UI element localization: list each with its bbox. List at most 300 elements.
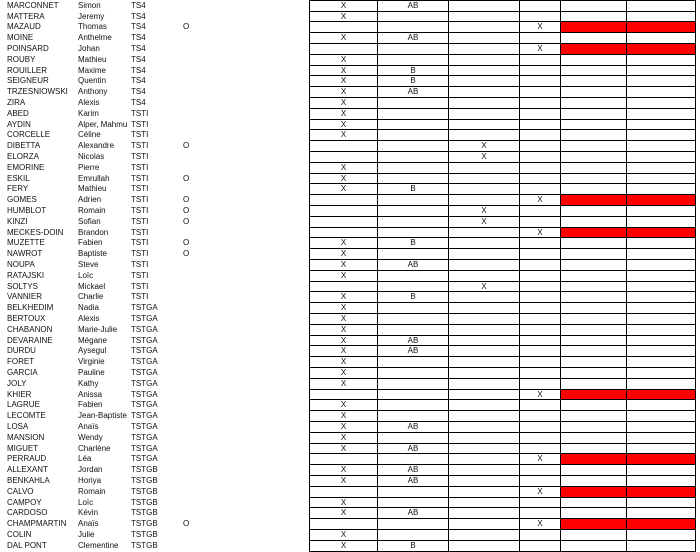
student-first-name: Thomas	[78, 22, 107, 32]
grid-cell-flag	[561, 195, 627, 206]
grid-cell-flag	[627, 465, 696, 476]
student-last-name: CAMPOY	[7, 497, 42, 507]
grid-cell-c1	[309, 487, 378, 498]
student-class: TSTGA	[131, 335, 158, 345]
grid-cell-flag	[627, 22, 696, 33]
student-row	[0, 130, 200, 141]
grid-cell-flag	[627, 44, 696, 55]
student-last-name: VANNIER	[7, 292, 42, 302]
student-class: TSTGB	[131, 540, 158, 550]
grid-cell-flag	[627, 346, 696, 357]
grid-cell-flag	[627, 498, 696, 509]
grid-cell-c1: X	[309, 120, 378, 131]
student-last-name: DEVARAINE	[7, 335, 53, 345]
student-class: TSTGB	[131, 486, 158, 496]
student-last-name: NAWROT	[7, 249, 43, 259]
student-first-name: Virginie	[78, 357, 105, 367]
student-mark: O	[183, 249, 190, 259]
grid-cell-c4	[520, 508, 561, 519]
grid-cell-flag	[561, 476, 627, 487]
student-class: TS4	[131, 65, 146, 75]
grid-cell-c2	[378, 206, 449, 217]
grid-cell-c3	[449, 228, 520, 239]
grid-cell-flag	[561, 336, 627, 347]
student-last-name: ALLEXANT	[7, 465, 48, 475]
student-row	[0, 346, 200, 357]
grid-cell-flag	[561, 325, 627, 336]
grid-cell-c1	[309, 228, 378, 239]
grid-cell-c3	[449, 411, 520, 422]
grid-cell-c1	[309, 152, 378, 163]
grid-cell-c3	[449, 260, 520, 271]
grid-cell-flag	[627, 411, 696, 422]
student-first-name: Horiya	[78, 476, 102, 485]
grid-cell-c4: X	[520, 195, 561, 206]
student-first-name: Kévin	[78, 508, 99, 518]
grid-cell-c2	[378, 152, 449, 163]
grid-cell-c1: X	[309, 260, 378, 271]
grid-cell-c2	[378, 390, 449, 401]
grid-cell-c3	[449, 44, 520, 55]
grid-cell-flag	[627, 390, 696, 401]
grid-cell-flag	[627, 541, 696, 552]
grid-cell-c4	[520, 400, 561, 411]
grid-cell-c3	[449, 303, 520, 314]
grid-cell-flag	[627, 120, 696, 131]
grid-cell-c1: X	[309, 498, 378, 509]
grid-cell-c1: X	[309, 292, 378, 303]
grid-cell-c3	[449, 163, 520, 174]
grid-cell-c4	[520, 498, 561, 509]
student-class: TSTI	[131, 292, 149, 302]
grid-cell-c3	[449, 422, 520, 433]
student-first-name: Baptiste	[78, 249, 107, 259]
grid-cell-c3	[449, 120, 520, 131]
grid-cell-flag	[627, 141, 696, 152]
student-class: TS4	[131, 33, 146, 43]
grid-cell-c3	[449, 130, 520, 141]
student-row	[0, 152, 200, 163]
grid-cell-c3	[449, 12, 520, 23]
student-class: TSTGB	[131, 530, 158, 539]
grid-cell-c4	[520, 163, 561, 174]
grid-cell-c4	[520, 282, 561, 293]
student-first-name: Kathy	[78, 378, 99, 388]
grid-cell-flag	[627, 303, 696, 314]
grid-cell-c1: X	[309, 314, 378, 325]
grid-cell-flag	[627, 130, 696, 141]
student-first-name: Céline	[78, 130, 101, 140]
student-class: TS4	[131, 11, 146, 21]
grid-cell-c1: X	[309, 303, 378, 314]
grid-cell-flag	[627, 174, 696, 185]
student-class: TS4	[131, 98, 146, 107]
grid-cell-c1: X	[309, 109, 378, 120]
grid-cell-flag	[561, 12, 627, 23]
student-class: TSTI	[131, 227, 149, 237]
student-class: TS4	[131, 0, 146, 10]
grid-cell-c2: AB	[378, 508, 449, 519]
student-first-name: Alper, Mahmu	[78, 119, 128, 129]
grid-cell-c2: B	[378, 184, 449, 195]
grid-cell-flag	[561, 228, 627, 239]
grid-cell-flag	[627, 152, 696, 163]
student-row	[0, 498, 200, 509]
grid-cell-c2	[378, 228, 449, 239]
grid-cell-c3	[449, 249, 520, 260]
student-class: TSTI	[131, 173, 149, 183]
grid-cell-flag	[561, 33, 627, 44]
grid-cell-flag	[561, 152, 627, 163]
grid-cell-flag	[627, 422, 696, 433]
student-class: TSTI	[131, 108, 149, 118]
student-mark: O	[183, 238, 190, 248]
student-first-name: Alexis	[78, 98, 100, 107]
student-first-name: Mathieu	[78, 184, 107, 194]
student-last-name: SOLTYS	[7, 281, 38, 291]
grid-cell-c1: X	[309, 174, 378, 185]
grid-cell-c2	[378, 530, 449, 541]
grid-cell-flag	[561, 444, 627, 455]
student-last-name: ROUBY	[7, 54, 36, 64]
student-last-name: MECKES-DOIN	[7, 227, 64, 237]
student-first-name: Loïc	[78, 270, 94, 280]
grid-cell-c3	[449, 271, 520, 282]
student-first-name: Karim	[78, 108, 99, 118]
student-mark: O	[183, 216, 190, 226]
grid-cell-c2: B	[378, 292, 449, 303]
student-class: TS4	[131, 22, 146, 32]
student-last-name: KHIER	[7, 389, 32, 399]
student-first-name: Mickael	[78, 281, 106, 291]
grid-cell-c2	[378, 22, 449, 33]
student-first-name: Pierre	[78, 162, 100, 172]
grid-cell-c2	[378, 120, 449, 131]
grid-cell-c1	[309, 217, 378, 228]
grid-cell-flag	[561, 400, 627, 411]
student-row	[0, 465, 200, 476]
student-class: TS4	[131, 76, 146, 86]
grid-cell-c1	[309, 454, 378, 465]
grid-cell-c4	[520, 530, 561, 541]
student-first-name: Pauline	[78, 368, 105, 377]
student-row	[0, 508, 200, 519]
student-first-name: Maxime	[78, 65, 107, 75]
student-last-name: JOLY	[7, 378, 27, 388]
grid-cell-c4	[520, 109, 561, 120]
student-row	[0, 228, 200, 239]
student-first-name: Léa	[78, 454, 92, 464]
student-class: TSTGA	[131, 378, 158, 388]
grid-cell-c4	[520, 33, 561, 44]
grid-cell-c3: X	[449, 206, 520, 217]
grid-cell-c1: X	[309, 368, 378, 379]
student-row	[0, 454, 200, 465]
grid-cell-c3	[449, 487, 520, 498]
grid-cell-c3	[449, 238, 520, 249]
student-row	[0, 120, 200, 131]
grid-cell-c2	[378, 217, 449, 228]
student-last-name: BELKHEDIM	[7, 303, 54, 313]
student-first-name: Anthelme	[78, 33, 112, 43]
grid-cell-flag	[561, 130, 627, 141]
grid-cell-c3	[449, 314, 520, 325]
grid-cell-c2: AB	[378, 33, 449, 44]
student-row	[0, 217, 200, 228]
grid-cell-c4	[520, 249, 561, 260]
grid-cell-c3	[449, 66, 520, 77]
grid-cell-c1: X	[309, 55, 378, 66]
grid-cell-c4	[520, 476, 561, 487]
student-row	[0, 163, 200, 174]
grid-cell-c4: X	[520, 487, 561, 498]
grid-cell-c1	[309, 206, 378, 217]
grid-cell-flag	[561, 292, 627, 303]
student-first-name: Julie	[78, 530, 95, 539]
grid-cell-flag	[561, 487, 627, 498]
grid-cell-c4	[520, 314, 561, 325]
student-class: TSTI	[131, 270, 149, 280]
grid-cell-c2	[378, 98, 449, 109]
student-class: TSTGA	[131, 432, 158, 442]
grid-cell-c1: X	[309, 411, 378, 422]
student-last-name: BENKAHLA	[7, 476, 50, 485]
student-row	[0, 487, 200, 498]
student-row	[0, 476, 200, 487]
student-last-name: EMORINE	[7, 162, 45, 172]
grid-cell-flag	[561, 109, 627, 120]
grid-cell-c2	[378, 325, 449, 336]
student-row	[0, 66, 200, 77]
student-class: TSTI	[131, 184, 149, 194]
student-class: TSTGA	[131, 389, 158, 399]
grid-cell-c2	[378, 379, 449, 390]
grid-cell-c1: X	[309, 530, 378, 541]
student-last-name: DIBETTA	[7, 141, 41, 151]
grid-cell-flag	[561, 346, 627, 357]
grid-cell-c1	[309, 390, 378, 401]
grid-cell-flag	[561, 249, 627, 260]
student-row	[0, 444, 200, 455]
grid-cell-c3	[449, 444, 520, 455]
grid-cell-c3	[449, 33, 520, 44]
grid-cell-c4	[520, 465, 561, 476]
student-first-name: Wendy	[78, 432, 103, 442]
grid-cell-c2: B	[378, 541, 449, 552]
grid-cell-c3	[449, 109, 520, 120]
student-last-name: MAZAUD	[7, 22, 41, 32]
grid-cell-c2	[378, 314, 449, 325]
grid-cell-flag	[561, 184, 627, 195]
grid-cell-c3: X	[449, 282, 520, 293]
grid-cell-c3	[449, 498, 520, 509]
student-first-name: Charlène	[78, 443, 111, 453]
grid-cell-flag	[561, 422, 627, 433]
grid-cell-c4	[520, 541, 561, 552]
grid-cell-flag	[627, 249, 696, 260]
grid-cell-c3	[449, 400, 520, 411]
grid-cell-c1: X	[309, 66, 378, 77]
student-last-name: MIGUET	[7, 443, 39, 453]
grid-cell-c3	[449, 1, 520, 12]
student-last-name: DAL PONT	[7, 540, 47, 550]
student-last-name: FORET	[7, 357, 35, 367]
student-class: TSTGB	[131, 476, 158, 485]
student-row	[0, 357, 200, 368]
grid-cell-c3	[449, 346, 520, 357]
student-first-name: Fabien	[78, 238, 103, 248]
grid-cell-c4	[520, 12, 561, 23]
grid-cell-flag	[627, 98, 696, 109]
grid-cell-flag	[627, 476, 696, 487]
student-row	[0, 76, 200, 87]
grid-cell-flag	[627, 206, 696, 217]
grid-cell-flag	[627, 292, 696, 303]
grid-cell-flag	[627, 282, 696, 293]
student-class: TSTGB	[131, 465, 158, 475]
grid-cell-c2: AB	[378, 1, 449, 12]
grid-cell-c2: AB	[378, 336, 449, 347]
grid-cell-c2	[378, 400, 449, 411]
grid-cell-c3	[449, 195, 520, 206]
student-row	[0, 206, 200, 217]
grid-cell-c4	[520, 130, 561, 141]
grid-cell-c1: X	[309, 249, 378, 260]
grid-cell-flag	[561, 357, 627, 368]
grid-cell-c2	[378, 498, 449, 509]
grid-cell-c2: AB	[378, 346, 449, 357]
student-last-name: CARDOSO	[7, 508, 48, 518]
student-row	[0, 336, 200, 347]
grid-cell-flag	[627, 217, 696, 228]
student-first-name: Quentin	[78, 76, 107, 86]
grid-cell-flag	[561, 98, 627, 109]
grid-cell-c4	[520, 303, 561, 314]
grid-cell-flag	[561, 66, 627, 77]
student-class: TSTI	[131, 206, 149, 215]
student-class: TSTGB	[131, 497, 158, 507]
student-row	[0, 87, 200, 98]
grid-cell-c2: AB	[378, 87, 449, 98]
student-row	[0, 184, 200, 195]
grid-cell-c3	[449, 454, 520, 465]
grid-cell-flag	[627, 76, 696, 87]
grid-cell-c1: X	[309, 433, 378, 444]
student-mark: O	[183, 519, 190, 529]
student-last-name: KINZI	[7, 216, 28, 226]
grid-cell-c4: X	[520, 519, 561, 530]
student-first-name: Johan	[78, 44, 100, 53]
grid-cell-c1: X	[309, 541, 378, 552]
student-class: TS4	[131, 54, 146, 64]
student-row	[0, 260, 200, 271]
grid-cell-c3	[449, 87, 520, 98]
student-class: TS4	[131, 44, 146, 53]
student-class: TSTGB	[131, 508, 158, 518]
student-first-name: Sofian	[78, 216, 101, 226]
grid-cell-c4	[520, 238, 561, 249]
grid-cell-flag	[627, 184, 696, 195]
grid-cell-flag	[627, 1, 696, 12]
grid-cell-c2	[378, 163, 449, 174]
grid-cell-flag	[561, 433, 627, 444]
student-last-name: NOUPA	[7, 260, 35, 269]
grid-cell-c2: B	[378, 66, 449, 77]
student-first-name: Alexis	[78, 314, 100, 323]
grid-cell-c2	[378, 130, 449, 141]
student-last-name: CORCELLE	[7, 130, 51, 140]
student-first-name: Romain	[78, 206, 106, 215]
grid-cell-c4	[520, 292, 561, 303]
student-first-name: Emrullah	[78, 173, 110, 183]
student-row	[0, 174, 200, 185]
student-class: TSTI	[131, 141, 149, 151]
grid-cell-c2	[378, 44, 449, 55]
student-row	[0, 390, 200, 401]
grid-cell-flag	[627, 368, 696, 379]
grid-cell-c4	[520, 346, 561, 357]
grid-cell-c2	[378, 368, 449, 379]
grid-cell-flag	[561, 76, 627, 87]
student-class: TSTGA	[131, 357, 158, 367]
student-class: TSTI	[131, 152, 149, 161]
grid-cell-flag	[627, 33, 696, 44]
grid-cell-flag	[561, 390, 627, 401]
grid-cell-c2: AB	[378, 422, 449, 433]
grid-cell-c4	[520, 357, 561, 368]
student-last-name: MOINE	[7, 33, 34, 43]
grid-cell-flag	[561, 1, 627, 12]
student-class: TSTI	[131, 260, 149, 269]
student-class: TSTGA	[131, 454, 158, 464]
student-mark: O	[183, 173, 190, 183]
student-first-name: Anissa	[78, 389, 103, 399]
student-last-name: COLIN	[7, 530, 32, 539]
student-last-name: ESKIL	[7, 173, 30, 183]
student-last-name: LOSA	[7, 422, 29, 431]
grid-cell-c2	[378, 519, 449, 530]
grid-cell-c3	[449, 519, 520, 530]
grid-cell-c4	[520, 368, 561, 379]
student-first-name: Alexandre	[78, 141, 115, 151]
student-first-name: Loïc	[78, 497, 94, 507]
student-first-name: Mathieu	[78, 54, 107, 64]
grid-cell-c4	[520, 152, 561, 163]
grid-cell-flag	[627, 487, 696, 498]
grid-cell-flag	[627, 163, 696, 174]
grid-cell-flag	[627, 238, 696, 249]
grid-cell-c4	[520, 217, 561, 228]
grid-cell-c4	[520, 184, 561, 195]
grid-cell-c3	[449, 76, 520, 87]
student-class: TSTGA	[131, 303, 158, 313]
student-first-name: Brandon	[78, 227, 109, 237]
grid-cell-c2	[378, 454, 449, 465]
grid-cell-flag	[627, 519, 696, 530]
grid-cell-c1	[309, 22, 378, 33]
grid-cell-c3	[449, 174, 520, 185]
grid-cell-c1: X	[309, 346, 378, 357]
grid-cell-c1: X	[309, 76, 378, 87]
grid-cell-c3	[449, 530, 520, 541]
grid-cell-flag	[561, 44, 627, 55]
grid-cell-c2	[378, 433, 449, 444]
grid-cell-flag	[561, 465, 627, 476]
student-row	[0, 109, 200, 120]
student-row	[0, 33, 200, 44]
student-first-name: Mégane	[78, 335, 107, 345]
student-row	[0, 541, 200, 552]
